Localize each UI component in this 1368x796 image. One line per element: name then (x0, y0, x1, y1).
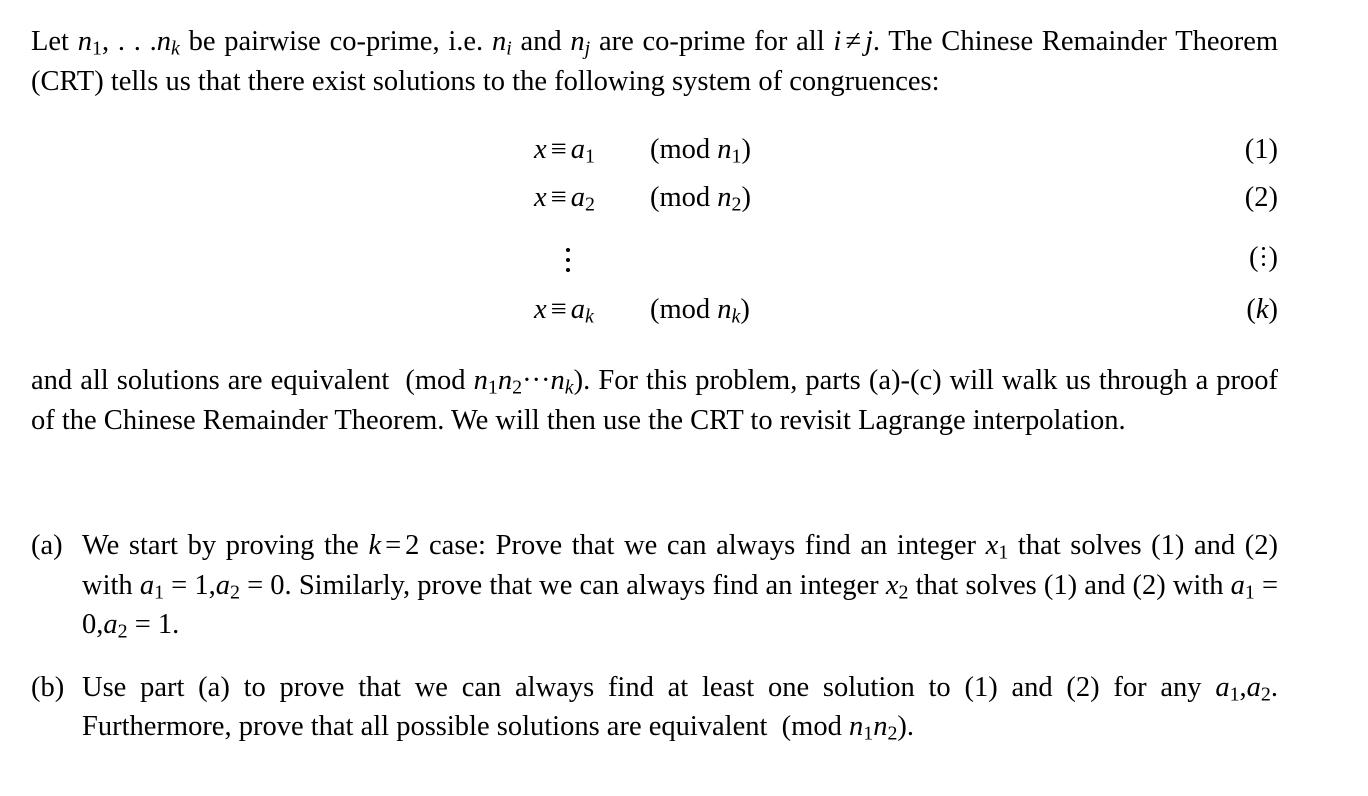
math-nj: $n_j$ (570, 26, 591, 60)
after-paragraph (31, 361, 1278, 440)
equation-modulus: (mod $n_k$) (650, 294, 750, 328)
intro-text: Let $n_1$, . . $.n_k$ be pairwise co-prime, i.e. $n_i$ and $n_j$ are co-prime for all i ≠ j. The Chinese Remainder Theorem (CRT) tells us that there exist solutions to the following system of congruences: (31, 26, 1279, 97)
equation-1 (31, 130, 1278, 170)
problem-parts (31, 526, 1278, 747)
part-b: (b) Use part (a) to prove that we can always find at least one solution to (1) and (2) for any $a_1,a_2$. Furthermore, prove that all possible solutions are equivalent (mod $n_1n_2$). (31, 668, 1278, 747)
math-i-neq-j: i ≠ j (833, 26, 873, 57)
intro-paragraph (31, 22, 1278, 101)
equation-modulus: (mod $n_1$) (650, 134, 752, 168)
equation-vdots-row (31, 238, 1278, 278)
part-a: (a) We start by proving the k = 2 case: Prove that we can always find an integer $x_1$ that solves (1) and (2) with $a_1 = 1,a_2 = 0$. Similarly, prove that we can always find an integer $x_2$ that solves (1) and (2) with $a_1 = 0,a_2 = 1$. (31, 526, 1278, 645)
math-x2: $x_2$ (885, 569, 909, 603)
equation-modulus: (mod $n_2$) (650, 182, 752, 216)
math-k-eq-2: k = 2 (368, 530, 420, 561)
math-x1: $x_1$ (985, 530, 1009, 564)
math-mod-product: (mod $n_1n_2\cdot\cdot\cdot n_k$). (405, 365, 591, 399)
math-a1-0-a2-1: $a_1 = 0,a_2 = 1$. (82, 569, 1279, 643)
math-n1-nk: $n_1$, . . $.n_k$ (77, 26, 180, 60)
equation-label: (2) (1244, 182, 1278, 213)
equation-k (31, 290, 1278, 330)
math-a1-1-a2-0: $a_1 = 1,a_2 = 0$. Similarly, prove that we can always find an integer (139, 569, 879, 603)
equation-label-dots: ( ) (1249, 242, 1278, 273)
congruence-system (31, 130, 1278, 340)
vertical-dots-icon (563, 248, 573, 278)
after-text: and all solutions are equivalent (mod $n_1n_2\cdot\cdot\cdot n_k$). For this problem, parts (a)-(c) will walk us through a proof of the Chinese Remainder Theorem. We will then use the CRT to revisit Lagrange interpolation. (31, 365, 1279, 436)
equation-lhs: $x \equiv a_1$ (534, 134, 595, 168)
math-mod-n1n2: (mod $n_1n_2$). (781, 711, 915, 745)
equation-lhs: $x \equiv a_2$ (534, 182, 595, 216)
equation-2 (31, 178, 1278, 218)
part-label: (b) (31, 671, 65, 703)
math-ni: $n_i$ (491, 26, 512, 60)
part-label: (a) (31, 530, 63, 561)
math-a1-a2: $a_1,a_2$. (1215, 671, 1279, 705)
equation-label: (1) (1244, 134, 1278, 165)
equation-lhs: $x \equiv a_k$ (534, 294, 594, 328)
vertical-dots-small-icon (1259, 247, 1269, 271)
equation-label: (k) (1246, 294, 1278, 325)
